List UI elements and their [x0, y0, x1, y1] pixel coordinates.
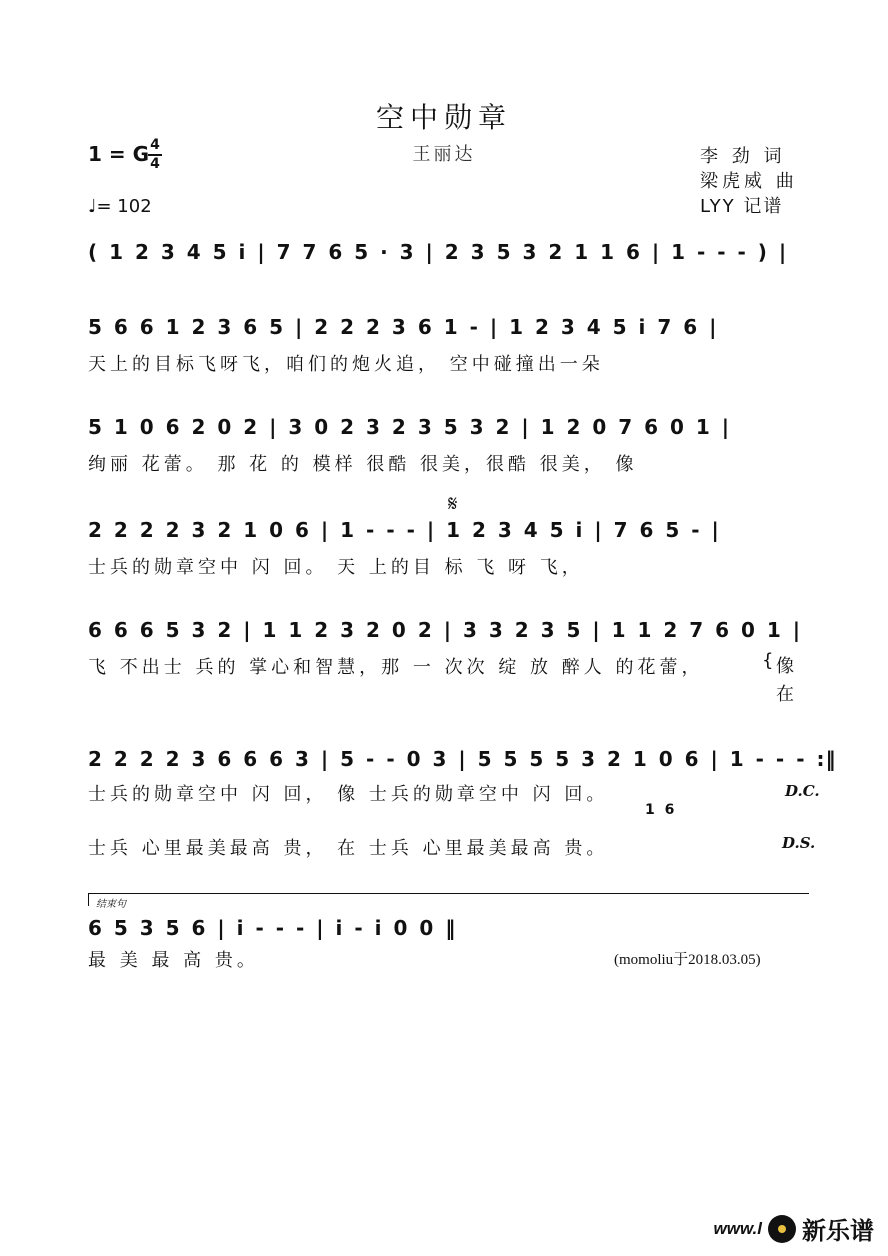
song-title: 空中勋章: [375, 101, 512, 134]
dal-segno-mark: D.S.: [782, 834, 816, 852]
score-row-3-notes: 2 2 2 2 3 2 1 0 6 | 1 - - - | 1 2 3 4 5 i | 7 6 5 - |: [88, 518, 720, 542]
score-row-1-lyrics: 天上的目标飞呀飞，咱们的炮火追， 空中碰撞出一朵: [88, 354, 604, 375]
singer-name: 王丽达: [412, 144, 476, 165]
score-row-4-notes: 6 6 6 5 3 2 | 1 1 2 3 2 0 2 | 3 3 2 3 5 | 1 1 2 7 6 0 1 |: [88, 618, 802, 642]
lyric-brace: {: [762, 650, 774, 671]
brace-lyric-top: 像: [776, 656, 798, 677]
score-row-5-lyrics-verse-1: 士兵的勋章空中 闪 回， 像 士兵的勋章空中 闪 回。: [88, 784, 609, 805]
transcriber-signature: (momoliu于2018.03.05): [614, 952, 761, 968]
key-signature: 1 = G: [88, 142, 150, 166]
score-row-4-lyrics: 飞 不出士 兵的 掌心和智慧，那 一 次次 绽 放 醉人 的花蕾，: [88, 657, 704, 678]
site-brand[interactable]: 新乐谱: [802, 1217, 874, 1245]
transcriber-credit: LYY 记谱: [700, 196, 784, 217]
brace-lyric-bottom: 在: [776, 684, 798, 705]
meter-top: 4: [150, 137, 160, 153]
segno-sign: 𝄋: [448, 492, 458, 517]
score-row-1-notes: 5 6 6 1 2 3 6 5 | 2 2 2 3 6 1 - | 1 2 3 4 5 i 7 6 |: [88, 315, 718, 339]
site-logo[interactable]: [714, 1211, 875, 1246]
score-row-5-lyrics-verse-2: 士兵 心里最美最高 贵， 在 士兵 心里最美最高 贵。: [88, 838, 609, 859]
alternate-notes: 1 6: [645, 802, 676, 818]
score-row-2-notes: 5 1 0 6 2 0 2 | 3 0 2 3 2 3 5 3 2 | 1 2 0 7 6 0 1 |: [88, 415, 731, 439]
score-row-2-lyrics: 绚丽 花蕾。 那 花 的 模样 很酷 很美，很酷 很美， 像: [88, 454, 638, 475]
ending-label: 结束句: [96, 899, 126, 910]
lyricist-credit: 李 劲 词: [700, 146, 786, 167]
da-capo-mark: D.C.: [785, 782, 820, 800]
composer-credit: 梁虎威 曲: [700, 171, 798, 192]
score-row-3-lyrics: 士兵的勋章空中 闪 回。 天 上的目 标 飞 呀 飞，: [88, 557, 584, 578]
score-row-ending-notes: 6 5 3 5 6 | i - - - | i - i 0 0 ‖: [88, 916, 457, 940]
score-row-ending-lyrics: 最 美 最 高 贵。: [88, 950, 259, 971]
tempo-marking: ♩= 102: [88, 196, 152, 217]
site-url[interactable]: www.l: [713, 1218, 762, 1238]
record-disc-icon: [768, 1215, 796, 1243]
time-signature: [148, 138, 162, 172]
ending-bracket: [88, 893, 809, 906]
score-row-intro-notes: ( 1 2 3 4 5 i | 7 7 6 5 · 3 | 2 3 5 3 2 1 1 6 | 1 - - - ) |: [88, 240, 788, 264]
score-row-5-notes: 2 2 2 2 3 6 6 6 3 | 5 - - 0 3 | 5 5 5 5 3 2 1 0 6 | 1 - - - :‖: [88, 747, 837, 771]
meter-bottom: 4: [150, 156, 160, 172]
